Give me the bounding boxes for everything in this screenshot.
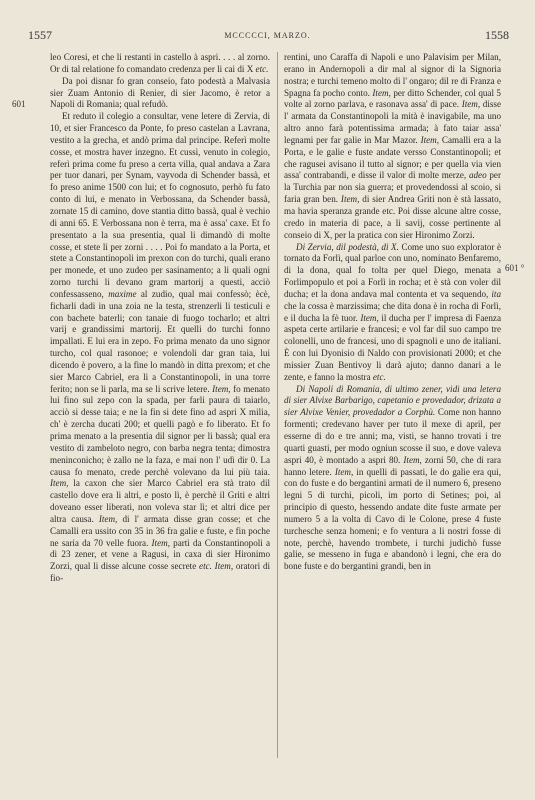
running-title: MCCCCCI, MARZO. [224, 31, 311, 40]
text-run-italic: ita [491, 288, 501, 299]
text-run-italic: Item, [50, 478, 69, 489]
text-run: al zudio, qual mai confessò; ècè, ficharli dadi in una zoia ne la testa, strenzerli li testiculi e con bachete baterli; con tanaie di fuogo tocharlo; et altri varij e grandissimi martorij. Et quelli do turchi fonno impallati. E lui era in zepo. Fo prima menato da uno signor turcho, col qual rasonoe; e volendoli dar gran taia, lui dicendo è povero, a la fine lo mandò in ditta prexom; et che sier Marco Cabriel, era lì a Constantinopoli, in una torre ferito; non se li parla, ma se li scrive letere. [50, 288, 270, 394]
text-run: il ducha per l' impresa di Faenza aspeta certe artilarie e francesi; e vol far dil suo campo tre colonelli, uno de francesi, uno di spagnoli e uno de italiani. È con lui Dyonisio di Naldo con provisionati 2000; et che missier Zuan Bentivoy li darà ajuto; danno danari a le zente, e fanno la mostra [284, 312, 502, 382]
text-run: Come non hanno formenti; credevano haver per tuto il mexe di april, per esserne di do e tre anni; ma, visti, se hanno trovati i tre quarti guasti, per modo ogniun scosse il suo, e dove valeva aspri 40, è montado a aspri 80. [284, 407, 501, 465]
text-run: disse l' armata da Constantinopoli la mità è inavigabile, ma uno altro anno farà potentissima armada; à fato taiar assa' legnami per far galie in Mar Mazor. [284, 99, 501, 145]
text-run-italic: etc. [372, 371, 386, 382]
text-run-italic: Item, [420, 134, 439, 145]
left-column [50, 52, 270, 585]
text-run-italic: Item, [403, 454, 422, 465]
text-run: di sier Andrea Griti non è stà lassato, ma havia speranza grande etc. Poi disse alcune altre cosse, credo in materia di pace, a li savij, cosse pertinente al conseio di X, per la pratica con sier Hironimo Zorzi. [284, 194, 501, 240]
text-run-italic: Item, [212, 383, 231, 394]
text-run-italic: maxime [108, 288, 137, 299]
text-run-italic: Item, [334, 466, 354, 477]
text-run: Camalli era a la Porta, e le galie e fuste andate versso Constantinopoli; et che ragusei avisano il tutto al signor; e per quella via vien assa' contrabandi, e disse il valor di molte merze, [284, 134, 502, 181]
section-heading: Di Napoli di Romania, di ultimo zener, vidi una letera di sier Alvixe Barbarigo, capetanio e provedador, drizata a sier Alvixe Venier, provedador a Corphù. [284, 383, 501, 418]
text-run: che la cossa è marzissima; che dita dona è in rocha di Forlì, e il ducha la fè tuor. [284, 300, 501, 323]
text-run: la caxon che sier Marco Cabriel era stà trato dil castello dove era li altri, e posto lì, è perchè il Griti e altri doveano esser liberati, non voleva star lì; et altri dice per altra causa. [50, 478, 271, 524]
text-run: Come uno suo explorator è tornato da Forlì, qual parloe con uno, nominato Benfaremo, di la dona, qual fo tolta per quel Diego, menata a Forlimpopulo et poi a Forlì in rocha; et è stà con voler dil ducha; et la dona andava mal contenta et va sequendo, [284, 241, 502, 299]
text-run: per la Turchia par non sia guerra; et provedendossi al scoio, si faria gran ben. [284, 170, 501, 205]
page-number-left: 1557 [28, 28, 52, 42]
text-run: rentini, uno Caraffa di Napoli e uno Palavisim per Milan, erano in Andernopoli a dir mal al signor di la Signoria nostra; e turchi temeno molto di l' ongaro; dil re di Franza e Spagna fa pocho conto. [284, 52, 501, 98]
text-run-italic: Item, [372, 87, 391, 98]
column-divider [277, 52, 278, 758]
paragraph [284, 384, 501, 574]
margin-number-left: 601 [12, 99, 26, 109]
paragraph [50, 111, 270, 585]
text-run-italic: Item, [461, 99, 481, 110]
text-run-italic: Item, [340, 194, 360, 205]
paragraph [50, 76, 270, 112]
text-run-italic: Item, [98, 513, 118, 524]
text-run: zorni 50, che di rara hanno letere. [284, 454, 501, 477]
text-run-italic: adeo [468, 170, 487, 181]
text-run: fo menato lui fino sul zepo con la spada, per farli paura di taiarlo, acciò si desse taia; e ne la fin si dete fino ad aspri X milia, ch' è zercha ducati 200; et quelli pagò e fo liberato. Et fo prima menato a la presentia dil signor per li bassà; qual era vestito di zambeloto negro, con barba negra tenta; dimostra meninconicho; è zallo ne la faza, e mai non l' udì dir 0. La causa fo menato, crede perchè volevano da lui più taia. [50, 383, 270, 477]
text-run: partì da Constantinopoli a dì 23 zener, et vene a Ragusi, in caxa di sier Hironimo Zorzi, qual li disse alcune cosse secrete [50, 537, 270, 572]
paragraph [284, 52, 501, 242]
text-run: di l' armata disse gran cosse; et che Camalli era ussito con 35 in 36 fra galie e fuste, e fin poche ne saria da 70 velle fuora. [50, 513, 270, 548]
margin-number-right: 601 ° [505, 263, 525, 273]
text-run: leo Coresi, et che li restanti in castello à aspri. . . . al zorno. Or di tal relatione fo comandato credenza per li cai di X [50, 52, 270, 74]
text-run-italic: etc. [255, 63, 269, 74]
section-heading: Di Zervia, dil podestà, di X. [296, 241, 399, 252]
text-run: Et reduto il colegio a consultar, vene letere di Zervia, di 10, et sier Francesco da Ponte, fo preso castelan a Lavrana, vestito a la grecha, et andò prima dal principe. Referì molte cosse, et mostra haver inzegno. Et cussì, venuto in colegio, referì prima come fu preso a certa villa, qual andava a Zara per tuor danari, per Synam, vayvoda di Schender bassà, et fo preso anime 1500 con lui; et fo cognosuto, perhò fu fato conto di lui, e menato in Verbossana, da Schender bassà, zornate 15 di camino, dove stantia ditto bassà, qual è vechio di anni 65. E Verbossana non è terra, ma è assa' caxe. Et fo presentato a la sua presentia, qual li dimandò di molte cosse, et stete lì per zorni . . . . Poi fo mandato a la Porta, et stete a Constantinopoli im prexon con do turchi, quali erano per monede, et uno zudeo per sasinamento; a li quali ogni zorno turchi li devano gram martorij a questi, acciò confessasseno, [50, 111, 270, 299]
text-run: in quelli di passati, le do galie era qui, con do fuste e do bergantini armati de il numero 6, preseno legni 5 di turchi, picoli, im porto di Setines; poi, al principio di questo, hessendo andate dite fuste armate per numero 5 a la volta di Cavo di le Colone, prese 4 fuste turchesche senza homeni; e fo ventura a li nostri fosse di note, perchè, havendo trombete, i turchi judichò fusse galie, se messeno in fuga e abandonò i legni, che era do bone fuste e do bergantini grandi, ben in [284, 466, 501, 572]
text-run-italic: etc. Item, [199, 561, 234, 572]
text-run-italic: Item, [151, 537, 170, 548]
right-column [284, 52, 501, 573]
text-run: oratori di fio- [50, 561, 271, 584]
text-run-italic: Item, [360, 312, 379, 323]
paragraph [284, 242, 501, 384]
text-run: Da poi disnar fo gran conseio, fato podestà a Malvasia sier Zuam Antonio di Renier, di sier Jacomo, è retor a Napoli di Romania; qual refudò. [50, 75, 270, 110]
page-number-right: 1558 [485, 28, 509, 42]
text-run: per ditto Schender, col qual 5 volte al zorno parlava, e rasonava assa' di pace. [284, 87, 501, 110]
paragraph [50, 52, 270, 76]
